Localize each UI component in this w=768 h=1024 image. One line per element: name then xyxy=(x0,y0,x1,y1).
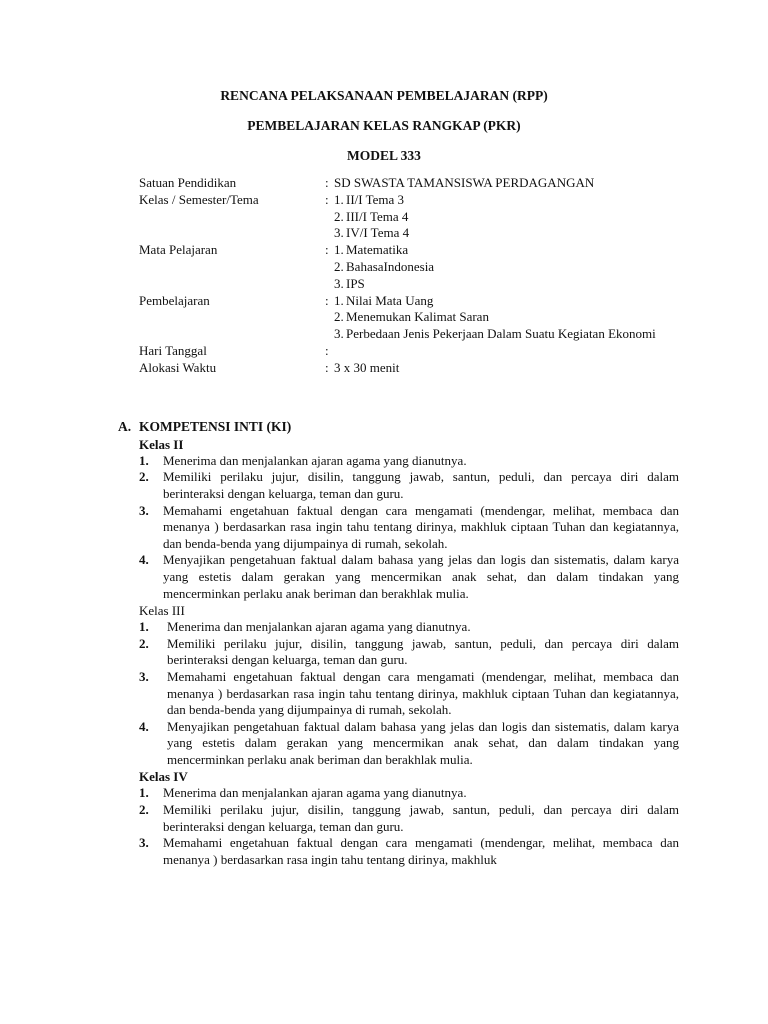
ki-item xyxy=(139,785,679,802)
ki-item xyxy=(139,503,679,553)
ki-number: 1. xyxy=(139,619,149,635)
info-label: Pembelajaran xyxy=(139,292,210,308)
info-label: Hari Tanggal xyxy=(139,342,207,358)
info-colon: : xyxy=(325,359,329,375)
ki-number: 1. xyxy=(139,785,149,801)
ki-item xyxy=(139,552,679,602)
info-value xyxy=(334,242,699,259)
info-values xyxy=(334,343,699,360)
info-value-number: 1. xyxy=(334,242,344,258)
info-value-number: 2. xyxy=(334,309,344,325)
info-row-satuan xyxy=(139,175,699,192)
info-values xyxy=(334,242,699,292)
info-value-number: 2. xyxy=(334,258,344,274)
ki-text: Memahami engetahuan faktual dengan cara mengamati (mendengar, melihat, membaca dan menanya ) berdasarkan rasa ingin tahu tentang dirinya, makhluk xyxy=(163,835,679,867)
section-letter: A. xyxy=(118,419,132,434)
info-value xyxy=(334,192,699,209)
info-value-number: 1. xyxy=(334,191,344,207)
ki-text: Memiliki perilaku jujur, disilin, tanggung jawab, santun, peduli, dan percaya diri dalam berinteraksi dengan keluarga, teman dan guru. xyxy=(163,469,679,501)
ki-item xyxy=(139,469,679,502)
ki-number: 3. xyxy=(139,835,149,851)
info-value-number: 1. xyxy=(334,292,344,308)
info-value-text: BahasaIndonesia xyxy=(346,258,435,274)
info-row-kelas xyxy=(139,192,699,242)
info-value-text: Perbedaan Jenis Pekerjaan Dalam Suatu Kegiatan Ekonomi xyxy=(346,326,656,342)
info-value-number: 3. xyxy=(334,225,344,241)
ki-text: Menerima dan menjalankan ajaran agama yang dianutnya. xyxy=(163,452,467,468)
info-value xyxy=(334,326,699,343)
ki-number: 1. xyxy=(139,452,149,468)
info-colon: : xyxy=(325,191,329,207)
ki-text: Memahami engetahuan faktual dengan cara mengamati (mendengar, melihat, membaca dan menanya ) berdasarkan rasa ingin tahu tentang dirinya, makhluk ciptaan Tuhan dan kegiatannya, dan benda-benda yang dijumpainya di rumah, sekolah. xyxy=(163,502,679,551)
ki-number: 2. xyxy=(139,469,149,485)
kelas-heading: Kelas II xyxy=(139,436,184,452)
info-value-text: Nilai Mata Uang xyxy=(346,292,434,308)
info-label: Kelas / Semester/Tema xyxy=(139,191,259,207)
info-values xyxy=(334,175,699,192)
info-value-text: III/I Tema 4 xyxy=(346,208,409,224)
ki-item xyxy=(139,453,679,470)
info-value xyxy=(334,293,699,310)
ki-item xyxy=(139,619,679,636)
info-value xyxy=(334,209,699,226)
ki-number: 4. xyxy=(139,552,149,568)
ki-text: Menerima dan menjalankan ajaran agama yang dianutnya. xyxy=(167,619,471,635)
info-value-text: 3 x 30 menit xyxy=(334,359,400,375)
info-row-alokasi xyxy=(139,360,699,377)
kelas-ii-block xyxy=(139,436,679,602)
model-label: MODEL 333 xyxy=(347,148,421,163)
info-values xyxy=(334,360,699,377)
ki-item xyxy=(139,802,679,835)
section-kompetensi-inti xyxy=(118,419,678,868)
info-value-text: IV/I Tema 4 xyxy=(346,225,410,241)
info-value-number: 2. xyxy=(334,208,344,224)
info-value xyxy=(334,175,699,192)
ki-item xyxy=(139,669,679,719)
kelas-iii-block xyxy=(139,602,679,768)
section-heading xyxy=(118,419,678,436)
ki-number: 2. xyxy=(139,635,149,651)
ki-number: 3. xyxy=(139,502,149,518)
document-title: RENCANA PELAKSANAAN PEMBELAJARAN (RPP) xyxy=(220,88,548,103)
ki-item xyxy=(139,636,679,669)
ki-text: Menyajikan pengetahuan faktual dalam bahasa yang jelas dan logis dan sistematis, dalam karya yang estetis dalam gerakan yang mencermikan anak sehat, dan dalam tindakan yang mencerminkan perlaku anak beriman dan berakhlak mulia. xyxy=(163,552,679,601)
info-value-text: II/I Tema 3 xyxy=(346,191,405,207)
kelas-heading: Kelas III xyxy=(139,603,185,619)
ki-number: 3. xyxy=(139,668,149,684)
info-value-text: Menemukan Kalimat Saran xyxy=(346,309,489,325)
info-values xyxy=(334,192,699,242)
info-colon: : xyxy=(325,342,329,358)
info-label: Alokasi Waktu xyxy=(139,359,217,375)
info-value xyxy=(334,360,699,377)
info-row-mapel xyxy=(139,242,699,292)
info-value xyxy=(334,225,699,242)
ki-text: Menyajikan pengetahuan faktual dalam bahasa yang jelas dan logis dan sistematis, dalam karya yang estetis dalam gerakan yang mencermikan anak sehat, dan dalam tindakan yang mencerminkan perlaku anak beriman dan berakhlak mulia. xyxy=(167,718,679,767)
ki-number: 2. xyxy=(139,802,149,818)
ki-text: Memiliki perilaku jujur, disilin, tanggung jawab, santun, peduli, dan percaya diri dalam berinteraksi dengan keluarga, teman dan guru. xyxy=(167,635,679,668)
info-value-number: 3. xyxy=(334,326,344,342)
info-value xyxy=(334,309,699,326)
info-label: Satuan Pendidikan xyxy=(139,175,237,190)
ki-number: 4. xyxy=(139,718,149,734)
info-colon: : xyxy=(325,175,329,190)
section-title: KOMPETENSI INTI (KI) xyxy=(139,419,292,434)
info-row-hari-tanggal xyxy=(139,343,699,360)
info-value-number: 3. xyxy=(334,275,344,291)
ki-item xyxy=(139,719,679,769)
kelas-heading: Kelas IV xyxy=(139,769,188,785)
info-label: Mata Pelajaran xyxy=(139,242,218,258)
info-values xyxy=(334,293,699,343)
kelas-iv-block xyxy=(139,768,679,868)
info-value xyxy=(334,259,699,276)
info-colon: : xyxy=(325,292,329,308)
info-value-text: IPS xyxy=(346,275,365,291)
ki-text: Menerima dan menjalankan ajaran agama yang dianutnya. xyxy=(163,785,467,801)
info-value xyxy=(334,276,699,293)
info-row-pembelajaran xyxy=(139,293,699,343)
info-colon: : xyxy=(325,242,329,258)
info-value-text: Matematika xyxy=(346,242,409,258)
info-value-text: SD SWASTA TAMANSISWA PERDAGANGAN xyxy=(334,175,595,190)
identity-table xyxy=(139,175,699,377)
ki-text: Memiliki perilaku jujur, disilin, tanggung jawab, santun, peduli, dan percaya diri dalam berinteraksi dengan keluarga, teman dan guru. xyxy=(163,802,679,834)
ki-item xyxy=(139,835,679,868)
document-subtitle: PEMBELAJARAN KELAS RANGKAP (PKR) xyxy=(247,118,521,133)
ki-text: Memahami engetahuan faktual dengan cara mengamati (mendengar, melihat, membaca dan menanya ) berdasarkan rasa ingin tahu tentang dirinya, makhluk ciptaan Tuhan dan kegiatannya, dan benda-benda yang dijumpainya di rumah, sekolah. xyxy=(167,668,679,718)
